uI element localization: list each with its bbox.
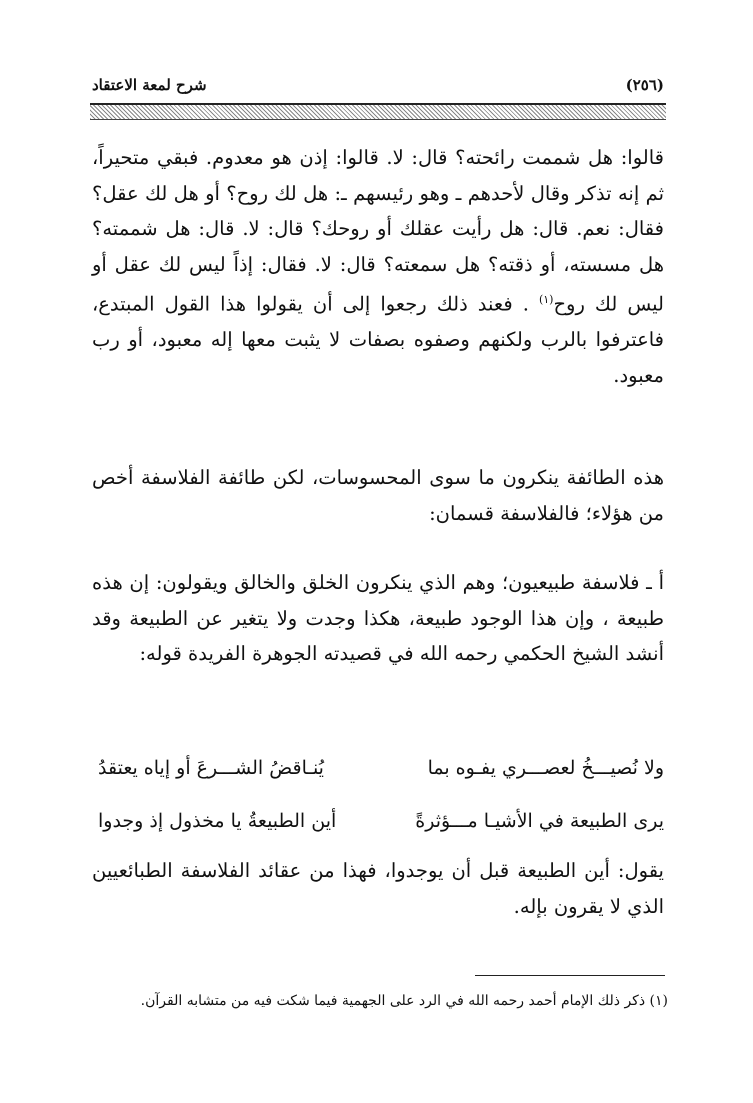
header-divider [90,103,666,120]
verse-1-second-hemistich: يُنـاقضُ الشـــرعَ أو إياه يعتقدُ [98,757,324,779]
verse-2-second-hemistich: أين الطبيعةُ يا مخذول إذ وجدوا [98,810,337,832]
paragraph-3: أ ـ فلاسفة طبيعيون؛ وهم الذي ينكرون الخلق والخالق ويقولون: إن هذه طبيعة ، وإن هذا الوجود طبيعة، هكذا وجدت ولا يتغير عن الطبيعة وقد أنشد الشيخ الحكمي رحمه الله في قصيدته الجوهرة الفريدة قوله: [92,571,664,665]
paragraph-2: هذه الطائفة ينكرون ما سوى المحسوسات، لكن طائفة الفلاسفة أخص من هؤلاء؛ فالفلاسفة قسمان: [92,466,664,525]
verse-2-first-hemistich: يرى الطبيعة في الأشيـا مـــؤثرةً [415,810,664,832]
verse-1-first-hemistich: ولا نُصيـــخُ لعصـــري يفـوه بما [427,757,664,779]
footnote: (١) ذكر ذلك الإمام أحمد رحمه الله في الرد على الجهمية فيما شكت فيه من متشابه القرآن. [140,993,668,1009]
paragraph-4: يقول: أين الطبيعة قبل أن يوجدوا، فهذا من عقائد الفلاسفة الطبائعيين الذي لا يقرون بإله. [92,859,664,918]
page-number: (٢٥٦) [625,76,664,94]
page-header [92,70,664,100]
paragraph-1-text: قالوا: هل شممت رائحته؟ قال: لا. قالوا: إذن هو معدوم. فبقي متحيراً، ثم إنه تذكر وقال لأحدهم ـ وهو رئيسهم ـ: هل لك روح؟ أو هل لك عقل؟ فقال: نعم. قال: هل رأيت عقلك أو روحك؟ قال: لا. قال: هل شممته؟ هل مسسته، أو ذقته؟ هل سمعته؟ قال: لا. فقال: إذاً ليس لك عقل أو ليس لك روح [92,146,665,316]
footnote-reference[interactable]: (١) [538,293,554,306]
running-title: شرح لمعة الاعتقاد [92,76,207,94]
footnote-divider [475,975,665,976]
paragraph-1-continuation: . فعند ذلك رجعوا إلى أن يقولوا هذا القول المبتدع، فاعترفوا بالرب ولكنهم وصفوه بصفات لا يثبت معها إله معبود، أو رب معبود. [92,292,664,387]
verse-line-1 [98,752,664,784]
paragraph-1 [92,140,664,393]
verse-line-2 [98,805,664,837]
